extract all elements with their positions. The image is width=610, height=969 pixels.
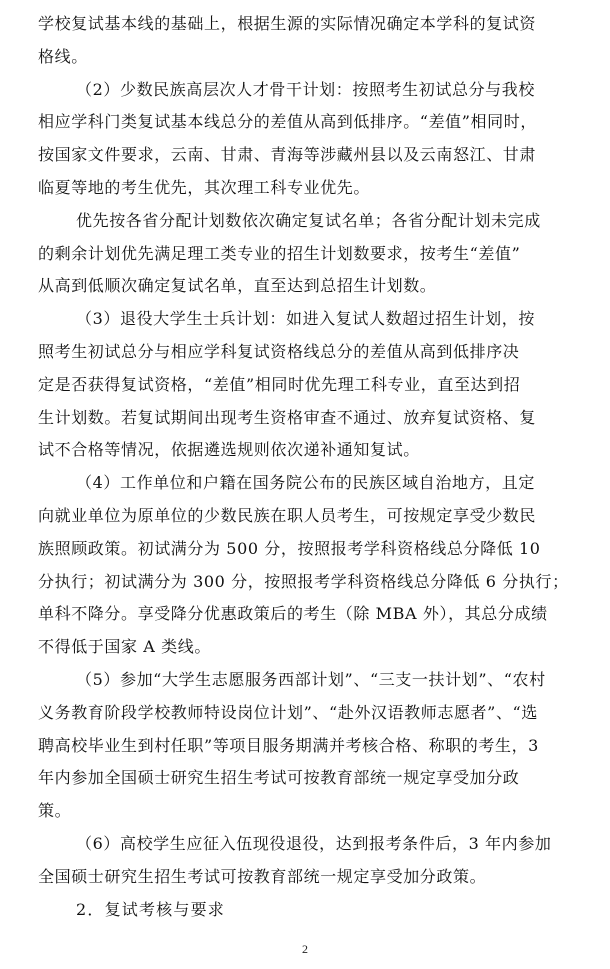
- text-line: 照考生初试总分与相应学科复试资格线总分的差值从高到低排序决: [38, 341, 520, 361]
- text-line: 优先按各省分配计划数依次确定复试名单；各省分配计划未完成: [76, 210, 541, 230]
- text-line: 定是否获得复试资格，“差值”相同时优先理工科专业，直至达到招: [38, 374, 521, 394]
- text-line: 向就业单位为原单位的少数民族在职人员考生，可按规定享受少数民: [38, 505, 537, 525]
- paragraph-minority-plan-priority: [38, 205, 576, 303]
- text-line: （4）工作单位和户籍在国务院公布的民族区域自治地方，且定: [76, 473, 535, 493]
- text-line: （6）高校学生应征入伍现役退役，达到报考条件后，3 年内参加: [76, 833, 552, 853]
- section-heading: [38, 894, 576, 927]
- text-line: 义务教育阶段学校教师特设岗位计划”、“赴外汉语教师志愿者”、“选: [38, 702, 538, 722]
- paragraph-veteran-plan: [38, 303, 576, 467]
- text-line: 临夏等地的考生优先，其次理工科专业优先。: [38, 177, 371, 197]
- text-line: （5）参加“大学生志愿服务西部计划”、“三支一扶计划”、“农村: [76, 669, 546, 689]
- text-line: 按国家文件要求，云南、甘肃、青海等涉藏州县以及云南怒江、甘肃: [38, 145, 537, 165]
- paragraph-ethnic-policy: [38, 467, 576, 664]
- text-line: 策。: [38, 801, 72, 821]
- text-line: 分执行；初试满分为 300 分，按照报考学科资格线总分降低 6 分执行；: [38, 571, 569, 591]
- text-line: 不得低于国家 A 类线。: [38, 637, 211, 657]
- text-line: 生计划数。若复试期间出现考生资格审查不通过、放弃复试资格、复: [38, 407, 537, 427]
- text-line: 全国硕士研究生招生考试可按教育部统一规定享受加分政策。: [38, 866, 487, 886]
- text-line: （3）退役大学生士兵计划：如进入复试人数超过招生计划，按: [76, 309, 535, 329]
- text-line: 从高到低顺次确定复试名单，直至达到总招生计划数。: [38, 276, 437, 296]
- text-line: 单科不降分。享受降分优惠政策后的考生（除 MBA 外），其总分成绩: [38, 604, 548, 624]
- text-line: 族照顾政策。初试满分为 500 分，按照报考学科资格线总分降低 10: [38, 538, 541, 558]
- paragraph-intro-continuation: [38, 8, 576, 74]
- page-number: 2: [302, 942, 308, 956]
- text-line: 相应学科门类复试基本线总分的差值从高到低排序。“差值”相同时，: [38, 112, 537, 132]
- paragraph-minority-plan: [38, 74, 576, 205]
- text-line: 试不合格等情况，依据遴选规则依次递补通知复试。: [38, 440, 420, 460]
- text-line: 学校复试基本线的基础上，根据生源的实际情况确定本学科的复试资: [38, 14, 537, 33]
- document-body: [38, 8, 576, 926]
- paragraph-student-soldier-policy: [38, 828, 576, 894]
- text-line: 聘高校毕业生到村任职”等项目服务期满并考核合格、称职的考生，3: [38, 735, 539, 755]
- text-line: 的剩余计划优先满足理工类专业的招生计划数要求，按考生“差值”: [38, 243, 521, 263]
- paragraph-volunteer-policy: [38, 664, 576, 828]
- text-line: 年内参加全国硕士研究生招生考试可按教育部统一规定享受加分政: [38, 768, 520, 788]
- text-line: （2）少数民族高层次人才骨干计划：按照考生初试总分与我校: [76, 79, 535, 99]
- section-heading-text: 2．复试考核与要求: [76, 899, 225, 919]
- text-line: 格线。: [38, 46, 88, 66]
